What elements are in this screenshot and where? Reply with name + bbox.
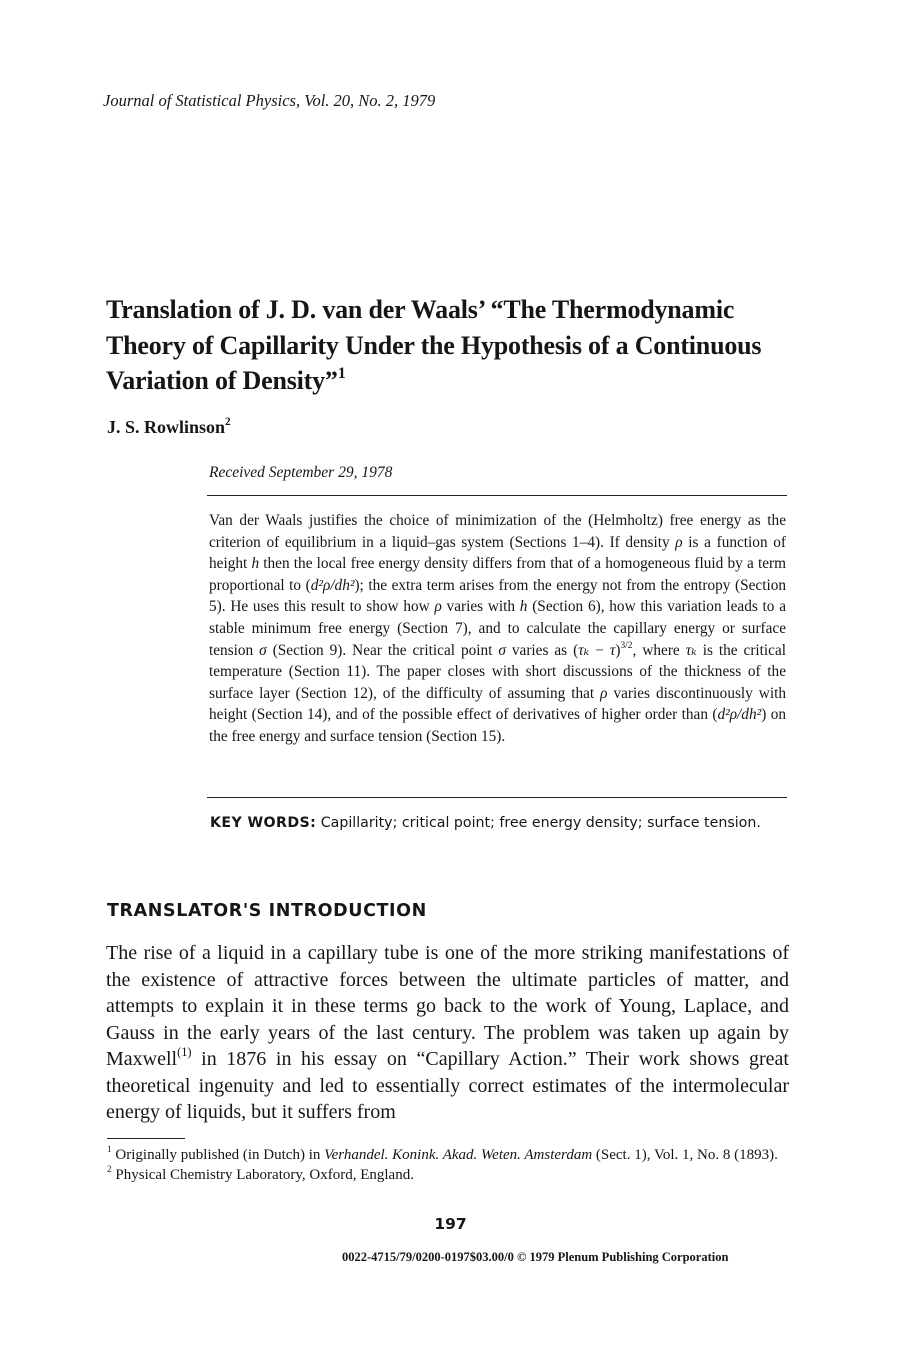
abstract-bottom-rule: [207, 797, 787, 798]
body-text: in 1876 in his essay on “Capillary Action.” Their work shows great theoretical ingenuity and led to essentially correct estimates of the intermolecular energy of liquids, but it suffers from: [106, 1048, 789, 1123]
math-symbol: τₖ: [685, 641, 697, 659]
copyright-line: 0022-4715/79/0200-0197$03.00/0 © 1979 Plenum Publishing Corporation: [342, 1250, 729, 1264]
page-number: 197: [434, 1215, 467, 1233]
footnote-text: Originally published (in Dutch) in: [115, 1147, 325, 1163]
math-symbol: ρ: [600, 684, 608, 702]
footnote-mark: 1: [107, 1145, 112, 1156]
abstract-text: is a function of height: [209, 533, 786, 573]
math-exponent: 3/2: [620, 640, 633, 651]
body-text: The rise of a liquid in a capillary tube is one of the more striking manifestations of the existence of attractive forces between the ultimate particles of matter, and attempts to explain it in these terms go back to the work of Young, Laplace, and Gauss in the early years of the last century. The problem was taken up again by Maxwell: [106, 942, 789, 1070]
footnote-2: [107, 1166, 790, 1186]
abstract-text: is the critical temperature (Section 11). The paper closes with short discussions of the thickness of the surface layer (Section 12), of the difficulty of assuming that: [209, 641, 787, 702]
article-title-text: Translation of J. D. van der Waals’ “The Thermodynamic Theory of Capillarity Under the Hypothesis of a Continuous Variation of Density”: [106, 295, 762, 395]
author-name: J. S. Rowlinson: [107, 417, 226, 437]
abstract-text: (Section 6), how this variation leads to a stable minimum free energy (Section 7), and to calculate the capillary energy or surface tension: [209, 598, 786, 659]
math-symbol: τₖ: [578, 641, 590, 659]
abstract-text: then the local free energy density differs from that of a homogeneous fluid by a term proportional to (: [209, 555, 786, 594]
abstract-text: −: [589, 641, 610, 659]
abstract-text: , where: [632, 641, 686, 659]
footnotes: [107, 1146, 790, 1185]
abstract: [209, 510, 786, 748]
math-expression: d²ρ/dh²: [717, 706, 762, 724]
section-heading: TRANSLATOR'S INTRODUCTION: [107, 901, 427, 921]
article-author: [107, 417, 231, 438]
journal-citation: Journal of Statistical Physics, Vol. 20, No. 2, 1979: [103, 91, 436, 110]
received-date: Received September 29, 1978: [209, 464, 393, 481]
article-title: [106, 292, 796, 399]
intro-paragraph: [106, 940, 789, 1126]
keywords-text: Capillarity; critical point; free energy density; surface tension.: [320, 815, 761, 831]
math-symbol: ρ: [675, 533, 683, 551]
title-footnote-mark: 1: [337, 364, 346, 382]
keywords: [210, 813, 786, 835]
footnote-rule: [107, 1138, 185, 1139]
reference-mark: (1): [177, 1045, 192, 1060]
abstract-text: ): [615, 641, 621, 659]
math-symbol: σ: [498, 641, 506, 659]
math-symbol: τ: [609, 641, 616, 659]
abstract-text: ) on the free energy and surface tension (Section 15).: [209, 706, 786, 745]
footnote-journal: Verhandel. Konink. Akad. Weten. Amsterdam: [324, 1147, 593, 1163]
footnote-mark: 2: [107, 1164, 112, 1175]
keywords-label: KEY WORDS:: [210, 815, 317, 831]
math-symbol: σ: [259, 641, 267, 659]
math-symbol: h: [251, 555, 260, 573]
math-symbol: h: [519, 598, 528, 616]
abstract-text: varies with: [441, 598, 520, 616]
math-symbol: ρ: [434, 598, 442, 616]
footnote-text: (Sect. 1), Vol. 1, No. 8 (1893).: [592, 1147, 778, 1163]
footnote-text: Physical Chemistry Laboratory, Oxford, England.: [115, 1166, 414, 1183]
abstract-text: (Section 9). Near the critical point: [266, 641, 499, 659]
math-expression: d²ρ/dh²: [310, 576, 355, 594]
abstract-top-rule: [207, 495, 787, 496]
author-footnote-mark: 2: [225, 415, 231, 428]
abstract-text: varies as (: [505, 641, 579, 659]
footnote-1: [107, 1146, 790, 1166]
abstract-text: Van der Waals justifies the choice of minimization of the (Helmholtz) free energy as the criterion of equilibrium in a liquid–gas system (Sections 1–4). If density: [209, 512, 786, 551]
abstract-text: varies discontinuously with height (Section 14), and of the possible effect of derivatives of higher order than (: [209, 684, 786, 724]
abstract-text: ); the extra term arises from the energy not from the entropy (Section 5). He uses this result to show how: [209, 576, 786, 616]
